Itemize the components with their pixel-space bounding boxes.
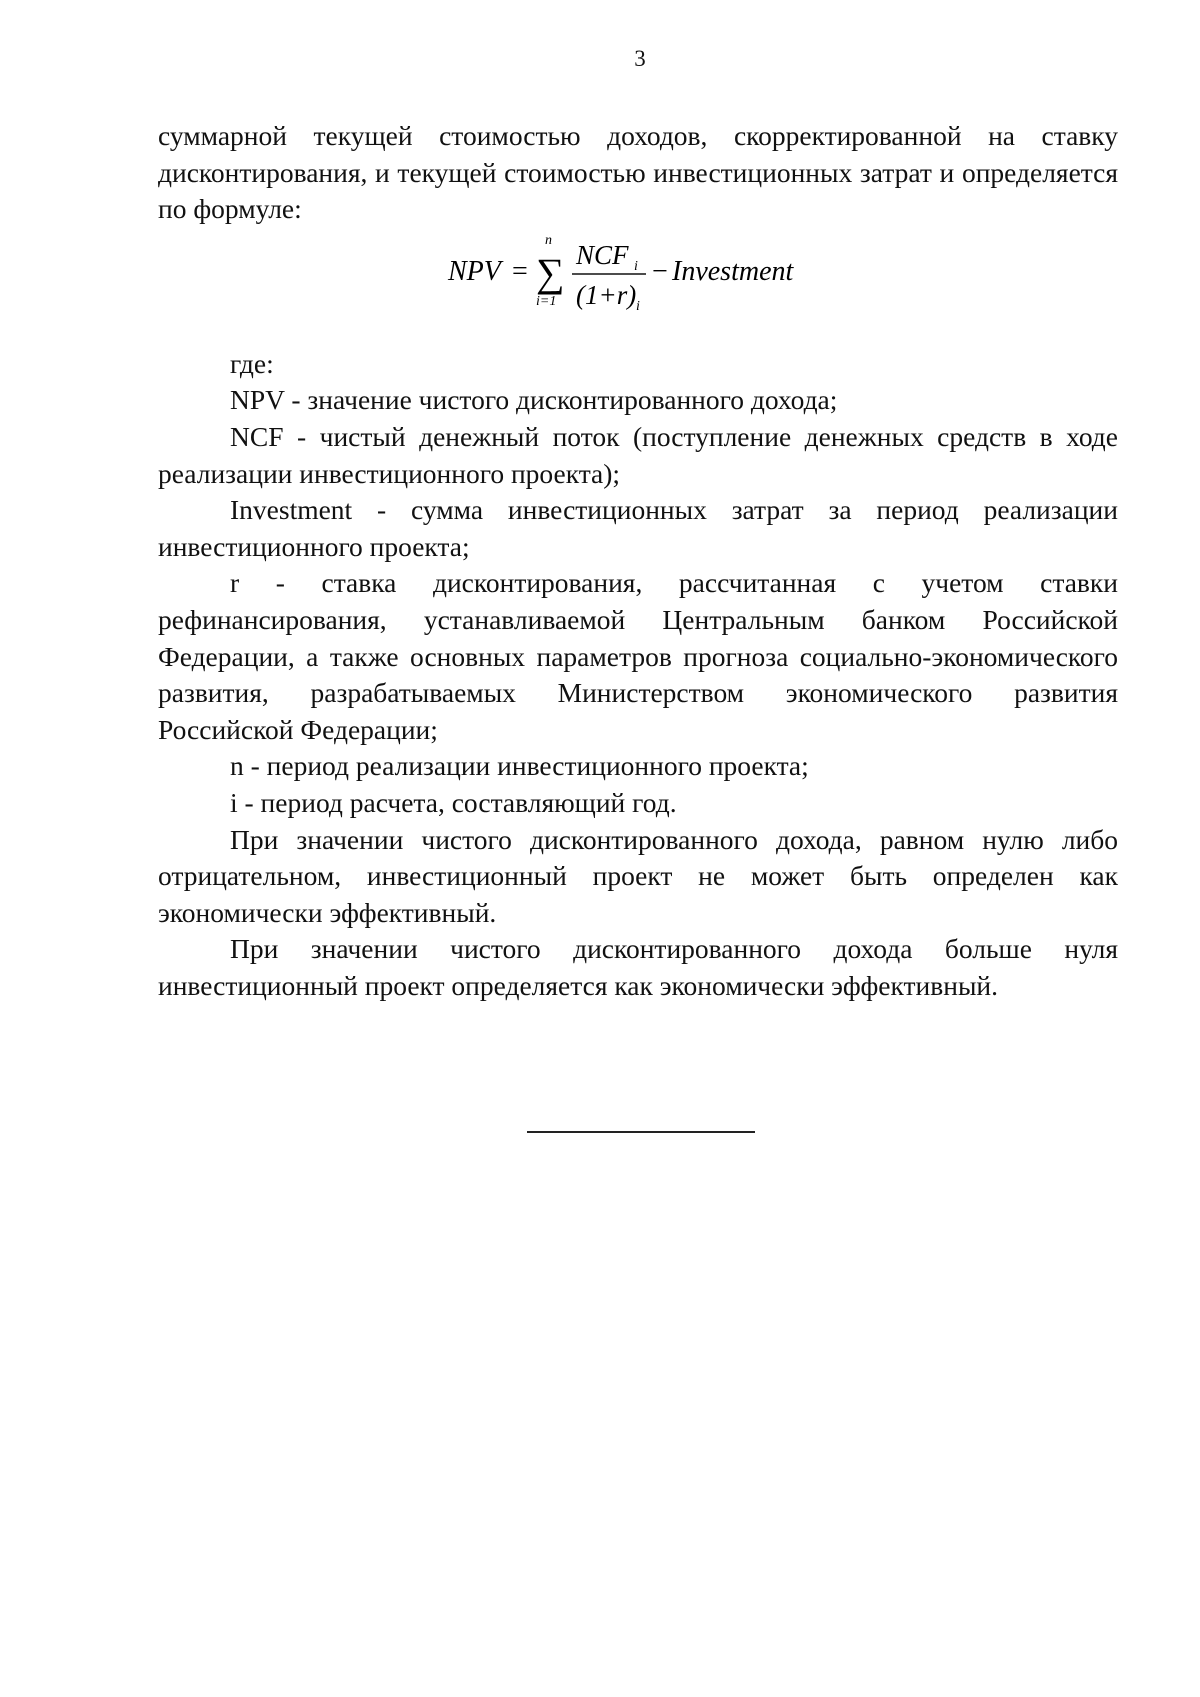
npv-formula: [158, 228, 1118, 332]
formula-upper-limit: n: [545, 232, 552, 248]
formula-investment: Investment: [672, 255, 794, 287]
page-number: 3: [634, 46, 646, 71]
negative-npv-paragraph: При значении чистого дисконтированного дохода, равном нулю либо отрицательном, инвестиционный проект не может быть определен как экономически эффективный.: [158, 823, 1118, 928]
formula-denominator: (1+r): [576, 279, 637, 310]
formula-lower-limit: i=1: [536, 293, 557, 309]
intro-paragraph: суммарной текущей стоимостью доходов, скорректированной на ставку дисконтирования, и текущей стоимостью инвестиционных затрат и определяется по формуле:: [158, 120, 1118, 225]
formula-npv: NPV: [448, 255, 501, 287]
r-definition: r - ставка дисконтирования, рассчитанная с учетом ставки рефинансирования, устанавливаемой Центральным банком Российской Федерации, а также основных параметров прогноза социально-экономического развития, разрабатываемых Министерством экономического развития Российской Федерации;: [158, 567, 1118, 745]
i-definition: i - период расчета, составляющий год.: [230, 786, 677, 818]
npv-definition: NPV - значение чистого дисконтированного дохода;: [230, 384, 838, 416]
investment-definition: Investment - сумма инвестиционных затрат за период реализации инвестиционного проекта;: [158, 494, 1118, 562]
where-label: где:: [230, 347, 274, 379]
ncf-definition: NCF - чистый денежный поток (поступление денежных средств в ходе реализации инвестиционного проекта);: [158, 420, 1118, 489]
closing-rule: [527, 1131, 755, 1133]
formula-denominator-sub: i: [636, 298, 640, 314]
formula-numerator-sub: i: [634, 258, 638, 274]
document-body: [158, 118, 1118, 1004]
formula-minus: −: [652, 255, 668, 287]
formula-sum-symbol: ∑: [536, 249, 565, 295]
formula-equals: =: [512, 255, 528, 287]
positive-npv-paragraph: При значении чистого дисконтированного дохода больше нуля инвестиционный проект определяется как экономически эффективный.: [158, 933, 1118, 1001]
n-definition: n - период реализации инвестиционного проекта;: [230, 750, 809, 782]
formula-numerator: NCF: [576, 239, 629, 270]
npv-formula-graphic: [448, 230, 808, 326]
